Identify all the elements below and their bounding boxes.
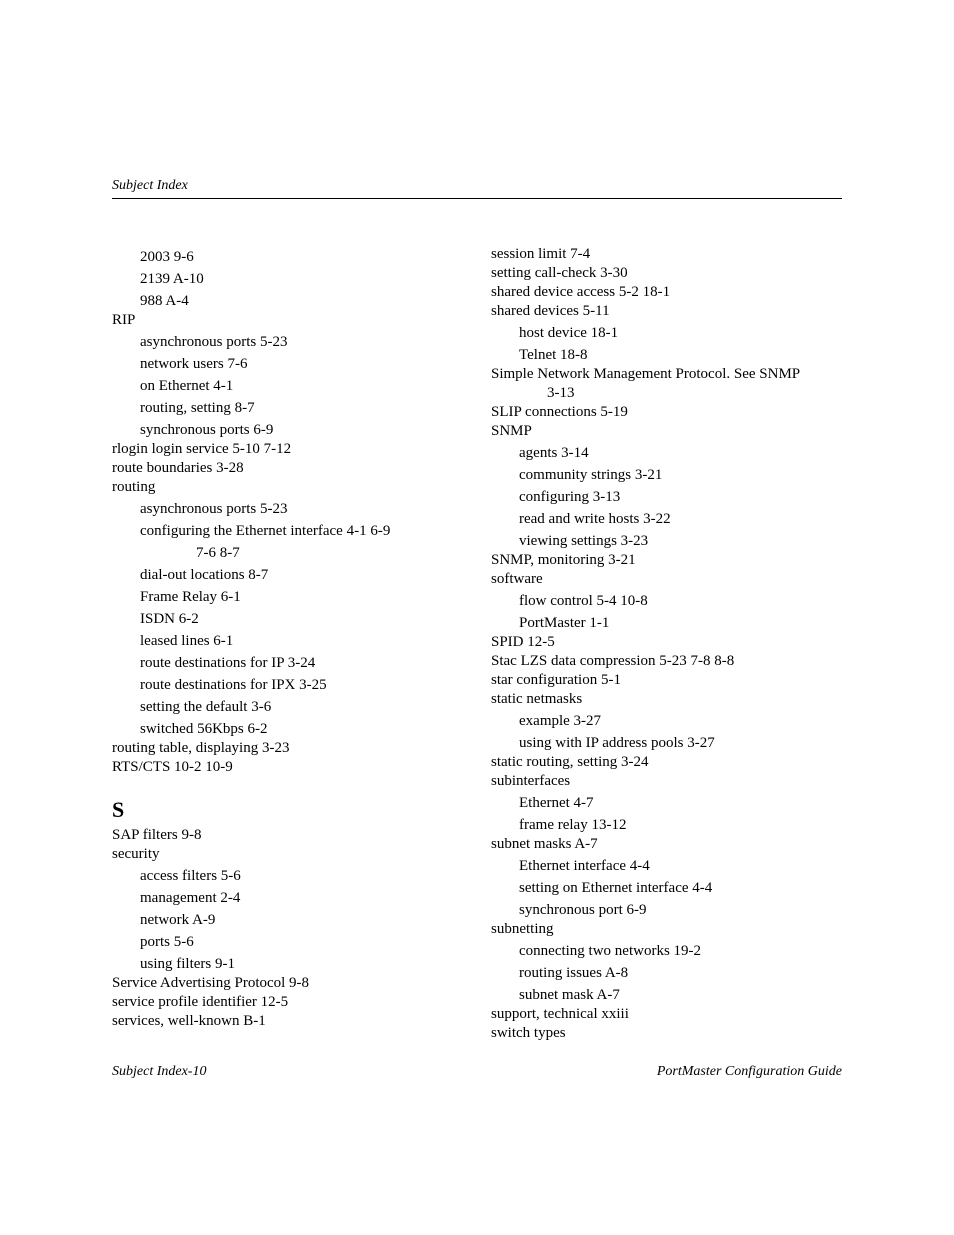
- index-entry: subinterfaces: [491, 773, 571, 789]
- footer-book-title: PortMaster Configuration Guide: [656, 1064, 842, 1079]
- index-subentry: viewing settings 3-23: [519, 533, 649, 549]
- index-entry: shared devices 5-11: [491, 303, 610, 319]
- index-subentry: on Ethernet 4-1: [140, 378, 234, 394]
- index-subentry: using with IP address pools 3-27: [519, 735, 715, 751]
- index-entry: Service Advertising Protocol 9-8: [112, 975, 310, 991]
- index-entry: subnet masks A-7: [491, 836, 598, 852]
- index-subentry: 988 A-4: [140, 293, 189, 309]
- index-entry: services, well-known B-1: [112, 1013, 266, 1029]
- index-entry: security: [112, 846, 160, 862]
- index-subentry: Ethernet interface 4-4: [519, 858, 650, 874]
- index-subentry: PortMaster 1-1: [519, 615, 610, 631]
- index-subentry: agents 3-14: [519, 445, 589, 461]
- index-entry: Stac LZS data compression 5-23 7-8 8-8: [491, 653, 735, 669]
- index-subentry: read and write hosts 3-22: [519, 511, 671, 527]
- index-entry: subnetting: [491, 921, 554, 937]
- running-header: Subject Index: [112, 178, 188, 193]
- index-subentry: setting the default 3-6: [140, 699, 272, 715]
- footer-page-label: Subject Index-10: [112, 1064, 207, 1079]
- index-subentry: routing issues A-8: [519, 965, 629, 981]
- index-subentry: routing, setting 8-7: [140, 400, 255, 416]
- index-continuation: 7-6 8-7: [196, 545, 240, 561]
- index-subentry: setting on Ethernet interface 4-4: [519, 880, 713, 896]
- index-subentry: asynchronous ports 5-23: [140, 334, 288, 350]
- index-entry: static netmasks: [491, 691, 583, 707]
- index-subentry: example 3-27: [519, 713, 602, 729]
- index-entry: routing table, displaying 3-23: [112, 740, 290, 756]
- index-subentry: access filters 5-6: [140, 868, 241, 884]
- index-subentry: ports 5-6: [140, 934, 194, 950]
- index-subentry: configuring the Ethernet interface 4-1 6-9: [140, 523, 391, 539]
- index-entry: rlogin login service 5-10 7-12: [112, 441, 292, 457]
- index-entry: SLIP connections 5-19: [491, 404, 628, 420]
- index-subentry: leased lines 6-1: [140, 633, 234, 649]
- index-entry: service profile identifier 12-5: [112, 994, 289, 1010]
- index-subentry: Frame Relay 6-1: [140, 589, 241, 605]
- index-subentry: network A-9: [140, 912, 216, 928]
- index-subentry: route destinations for IPX 3-25: [140, 677, 327, 693]
- index-column-left: [112, 244, 472, 1030]
- index-subentry: using filters 9-1: [140, 956, 235, 972]
- index-entry: SPID 12-5: [491, 634, 555, 650]
- index-subentry: synchronous ports 6-9: [140, 422, 274, 438]
- index-subentry: route destinations for IP 3-24: [140, 655, 316, 671]
- index-subentry: management 2-4: [140, 890, 241, 906]
- index-subentry: asynchronous ports 5-23: [140, 501, 288, 517]
- index-subentry: frame relay 13-12: [519, 817, 627, 833]
- index-entry: static routing, setting 3-24: [491, 754, 649, 770]
- index-subentry: ISDN 6-2: [140, 611, 199, 627]
- index-subentry: community strings 3-21: [519, 467, 663, 483]
- index-entry: Simple Network Management Protocol. See SNMP: [491, 366, 801, 382]
- index-subentry: 2139 A-10: [140, 271, 204, 287]
- index-subentry: Telnet 18-8: [519, 347, 588, 363]
- index-entry: switch types: [491, 1025, 566, 1041]
- index-entry: RIP: [112, 312, 136, 328]
- index-subentry: connecting two networks 19-2: [519, 943, 702, 959]
- index-entry: route boundaries 3-28: [112, 460, 244, 476]
- header-rule: [112, 198, 842, 199]
- index-subentry: host device 18-1: [519, 325, 619, 341]
- index-entry: setting call-check 3-30: [491, 265, 628, 281]
- index-subentry: synchronous port 6-9: [519, 902, 647, 918]
- index-entry: software: [491, 571, 543, 587]
- index-entry: SNMP, monitoring 3-21: [491, 552, 636, 568]
- index-subentry: configuring 3-13: [519, 489, 621, 505]
- index-entry: routing: [112, 479, 156, 495]
- index-entry: star configuration 5-1: [491, 672, 621, 688]
- index-entry: SNMP: [491, 423, 532, 439]
- index-entry: support, technical xxiii: [491, 1006, 629, 1022]
- section-letter: S: [112, 797, 125, 822]
- index-subentry: Ethernet 4-7: [519, 795, 594, 811]
- index-entry: session limit 7-4: [491, 246, 591, 262]
- index-subentry: switched 56Kbps 6-2: [140, 721, 268, 737]
- index-entry: RTS/CTS 10-2 10-9: [112, 759, 233, 775]
- index-subentry: subnet mask A-7: [519, 987, 620, 1003]
- index-entry: shared device access 5-2 18-1: [491, 284, 671, 300]
- index-subentry: flow control 5-4 10-8: [519, 593, 648, 609]
- index-column-right: [491, 244, 851, 1042]
- index-subentry: network users 7-6: [140, 356, 248, 372]
- index-continuation: 3-13: [547, 385, 575, 401]
- index-subentry: 2003 9-6: [140, 249, 194, 265]
- index-subentry: dial-out locations 8-7: [140, 567, 269, 583]
- index-entry: SAP filters 9-8: [112, 827, 202, 843]
